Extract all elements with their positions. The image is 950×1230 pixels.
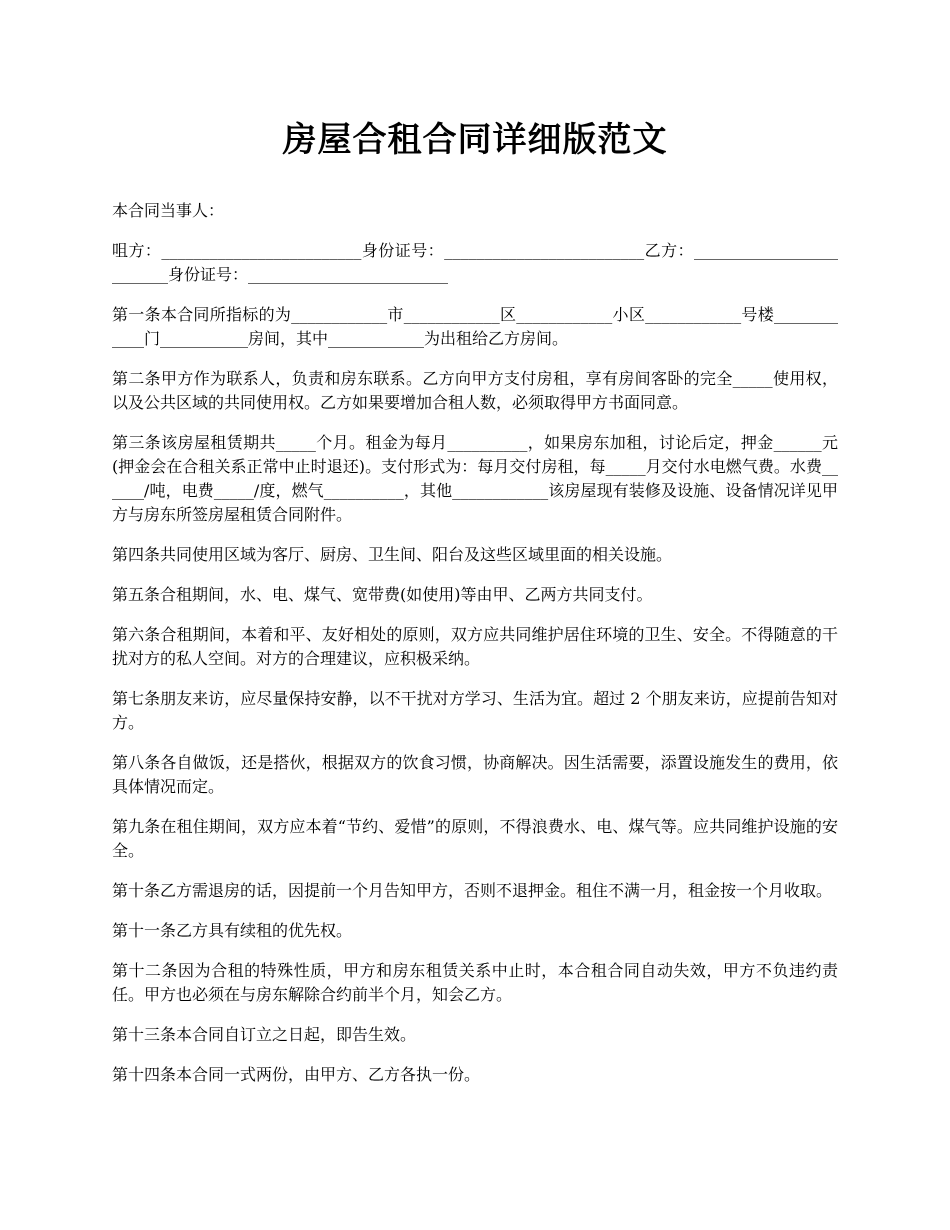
article-1: 第一条本合同所指标的为____________市____________区____________小区____________号楼____________门___________房间，其中____________为出租给乙方房间。 bbox=[112, 305, 838, 348]
article-12: 第十二条因为合租的特殊性质，甲方和房东租赁关系中止时，本合租合同自动失效，甲方不负违约责任。甲方也必须在与房东解除合约前半个月，知会乙方。 bbox=[112, 961, 838, 1004]
contract-parties-heading: 本合同当事人： bbox=[112, 201, 225, 220]
article-6: 第六条合租期间，本着和平、友好相处的原则，双方应共同维护居住环境的卫生、安全。不得随意的干扰对方的私人空间。对方的合理建议，应积极采纳。 bbox=[112, 625, 838, 668]
article-14: 第十四条本合同一式两份，由甲方、乙方各执一份。 bbox=[112, 1065, 481, 1084]
contract-parties-line: 咀方：_________________________身份证号：_________________________乙方：_________________________身份证号：_________________________ bbox=[112, 241, 838, 284]
document-title: 房屋合租合同详细版范文 bbox=[282, 120, 668, 160]
article-13: 第十三条本合同自订立之日起，即告生效。 bbox=[112, 1025, 417, 1044]
article-10: 第十条乙方需退房的话，因提前一个月告知甲方，否则不退押金。租住不满一月，租金按一个月收取。 bbox=[112, 881, 833, 900]
article-4: 第四条共同使用区域为客厅、厨房、卫生间、阳台及这些区域里面的相关设施。 bbox=[112, 545, 673, 564]
article-11: 第十一条乙方具有续租的优先权。 bbox=[112, 921, 353, 940]
article-9: 第九条在租住期间，双方应本着“节约、爱惜”的原则，不得浪费水、电、煤气等。应共同维护设施的安全。 bbox=[112, 817, 838, 860]
article-7: 第七条朋友来访，应尽量保持安静，以不干扰对方学习、生活为宜。超过 2 个朋友来访，应提前告知对方。 bbox=[112, 689, 838, 732]
article-5: 第五条合租期间，水、电、煤气、宽带费(如使用)等由甲、乙两方共同支付。 bbox=[112, 585, 653, 604]
article-3: 第三条该房屋租赁期共_____个月。租金为每月__________，如果房东加租，讨论后定，押金______元(押金会在合租关系正常中止时退还)。支付形式为：每月交付房租，每_____月交付水电燃气费。水费______/吨，电费_____/度，燃气__________，其他____________该房屋现有装修及设施、设备情况详见甲方与房东所签房屋租赁合同附件。 bbox=[112, 433, 838, 524]
article-8: 第八条各自做饭，还是搭伙，根据双方的饮食习惯，协商解决。因生活需要，添置设施发生的费用，依具体情况而定。 bbox=[112, 753, 838, 796]
article-2: 第二条甲方作为联系人，负责和房东联系。乙方向甲方支付房租，享有房间客卧的完全_____使用权，以及公共区域的共同使用权。乙方如果要增加合租人数，必须取得甲方书面同意。 bbox=[112, 369, 838, 412]
